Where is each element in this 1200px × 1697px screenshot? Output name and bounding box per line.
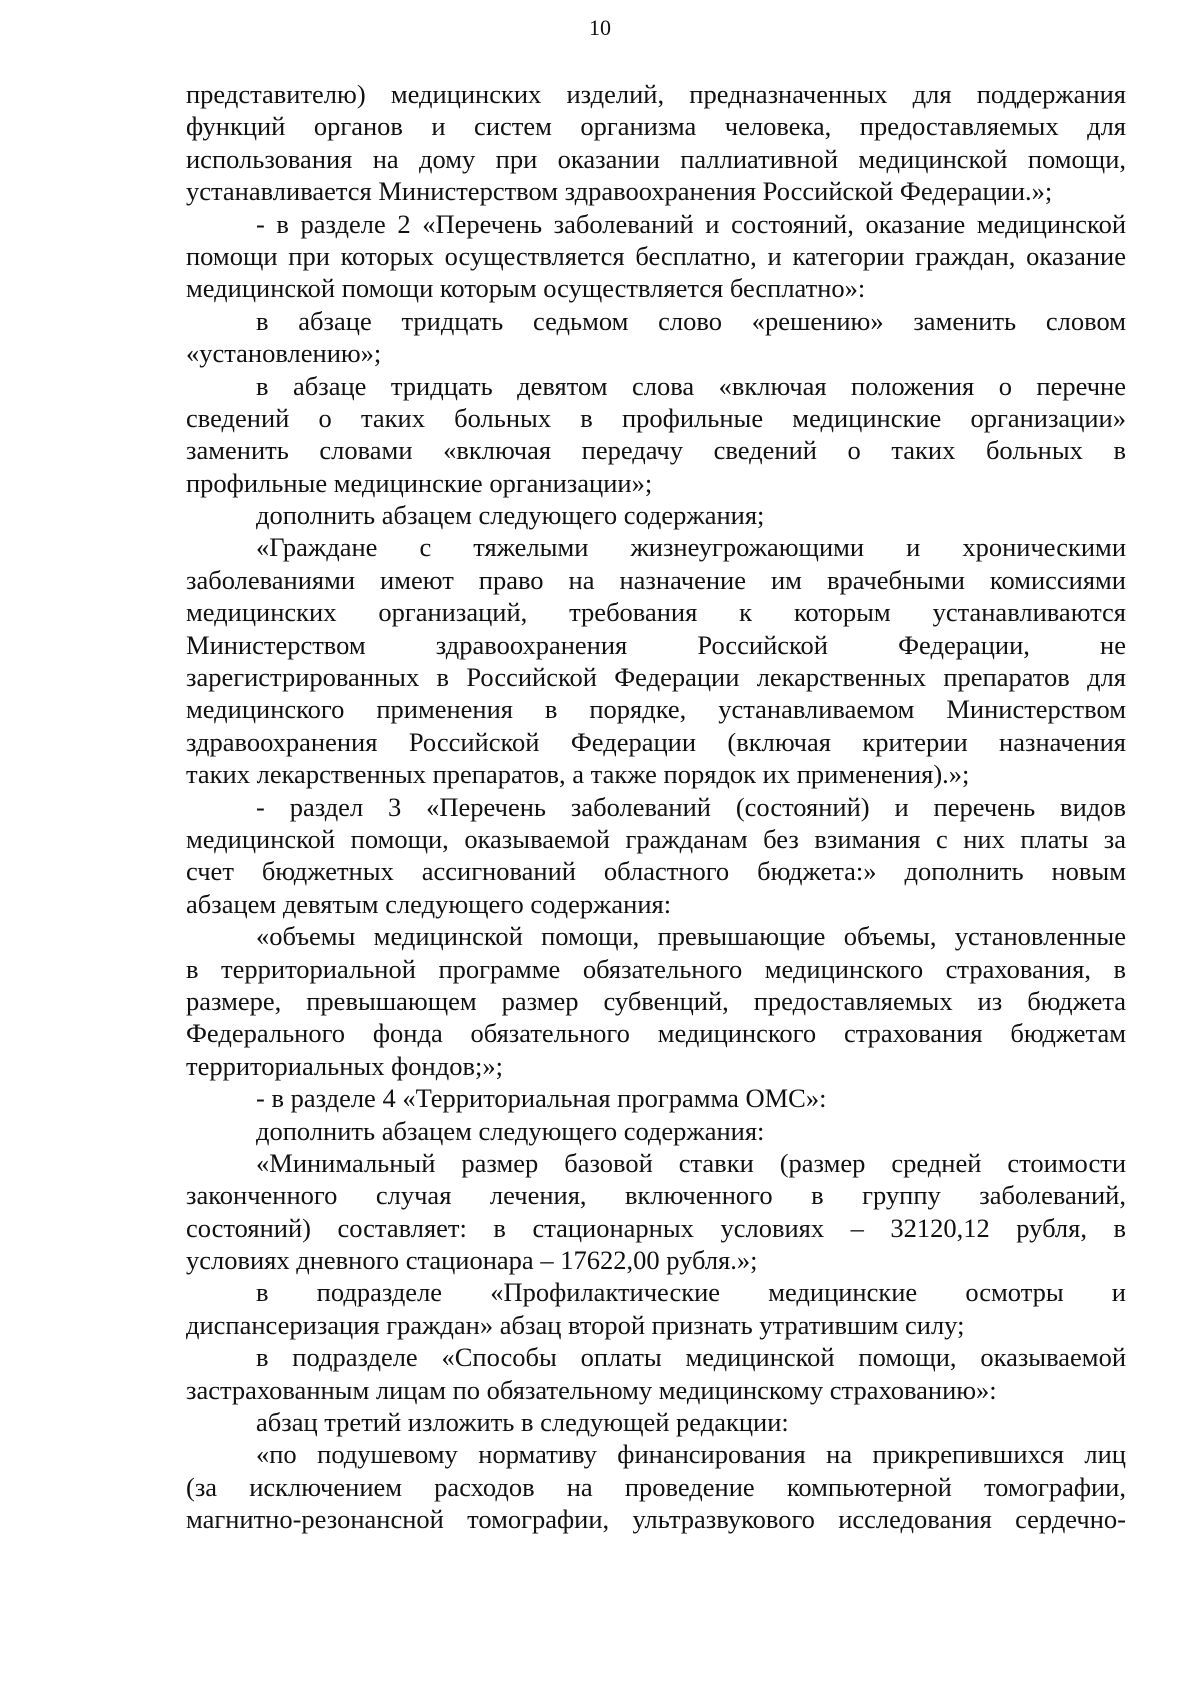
text-line: законченного случая лечения, включенного в группу заболеваний, [186, 1180, 1126, 1211]
text-line: в территориальной программе обязательного медицинского страхования, в [186, 953, 1126, 984]
text-line: территориальных фондов;»; [186, 1050, 503, 1081]
text-line: состояний) составляет: в стационарных условиях – 32120,12 рубля, в [186, 1212, 1126, 1243]
text-line: в абзаце тридцать седьмом слово «решению» заменить словом [256, 305, 1126, 336]
text-line: профильные медицинские организации»; [186, 467, 653, 498]
text-line: использования на дому при оказании паллиативной медицинской помощи, [186, 143, 1126, 174]
text-line: размере, превышающем размер субвенций, предоставляемых из бюджета [186, 985, 1126, 1016]
text-line: в подразделе «Способы оплаты медицинской помощи, оказываемой [256, 1342, 1126, 1373]
text-line: (за исключением расходов на проведение компьютерной томографии, [186, 1471, 1126, 1502]
text-line: «по подушевому нормативу финансирования на прикрепившихся лиц [256, 1439, 1126, 1470]
text-line: устанавливается Министерством здравоохранения Российской Федерации.»; [186, 176, 1053, 207]
document-body [186, 78, 1126, 1536]
text-line: медицинских организаций, требования к которым устанавливаются [186, 597, 1126, 628]
text-line: заменить словами «включая передачу сведений о таких больных в [186, 435, 1126, 466]
text-line: дополнить абзацем следующего содержания: [256, 1115, 765, 1146]
text-line: диспансеризация граждан» абзац второй признать утратившим силу; [186, 1309, 965, 1340]
text-line: представителю) медицинских изделий, предназначенных для поддержания [186, 79, 1126, 109]
text-line: «Минимальный размер базовой ставки (размер средней стоимости [256, 1147, 1126, 1178]
text-line: здравоохранения Российской Федерации (включая критерии назначения [186, 726, 1126, 757]
text-line: - в разделе 4 «Территориальная программа ОМС»: [256, 1083, 827, 1114]
text-line: счет бюджетных ассигнований областного бюджета:» дополнить новым [186, 856, 1126, 887]
text-line: помощи при которых осуществляется бесплатно, и категории граждан, оказание [186, 240, 1126, 271]
text-line: зарегистрированных в Российской Федерации лекарственных препаратов для [186, 662, 1126, 693]
text-line: медицинского применения в порядке, устанавливаемом Министерством [186, 694, 1126, 725]
text-line: Федерального фонда обязательного медицинского страхования бюджетам [186, 1018, 1126, 1049]
text-line: «объемы медицинской помощи, превышающие объемы, установленные [256, 921, 1126, 952]
text-line: заболеваниями имеют право на назначение им врачебными комиссиями [186, 564, 1126, 595]
text-line: абзац третий изложить в следующей редакции: [256, 1407, 789, 1438]
text-line: функций органов и систем организма человека, предоставляемых для [186, 111, 1126, 142]
text-line: - в разделе 2 «Перечень заболеваний и состояний, оказание медицинской [256, 208, 1126, 239]
text-line: «установлению»; [186, 338, 382, 369]
text-line: в абзаце тридцать девятом слова «включая положения о перечне [256, 370, 1126, 401]
text-line: Министерством здравоохранения Российской Федерации, не [186, 629, 1126, 660]
text-line: сведений о таких больных в профильные медицинские организации» [186, 402, 1126, 433]
text-line: таких лекарственных препаратов, а также порядок их применения).»; [186, 759, 970, 790]
text-line: в подразделе «Профилактические медицинские осмотры и [256, 1277, 1126, 1308]
text-line: медицинской помощи, оказываемой гражданам без взимания с них платы за [186, 823, 1126, 854]
text-line: абзацем девятым следующего содержания: [186, 888, 672, 919]
text-line: - раздел 3 «Перечень заболеваний (состояний) и перечень видов [256, 791, 1126, 822]
text-line: дополнить абзацем следующего содержания; [256, 500, 765, 531]
text-line: застрахованным лицам по обязательному медицинскому страхованию»: [186, 1374, 997, 1405]
text-line: магнитно-резонансной томографии, ультразвукового исследования сердечно- [186, 1504, 1126, 1535]
page-number: 10 [589, 15, 611, 40]
text-line: условиях дневного стационара – 17622,00 рубля.»; [186, 1245, 758, 1276]
text-line: медицинской помощи которым осуществляется бесплатно»: [186, 273, 866, 304]
text-line: «Граждане с тяжелыми жизнеугрожающими и хроническими [256, 532, 1126, 563]
